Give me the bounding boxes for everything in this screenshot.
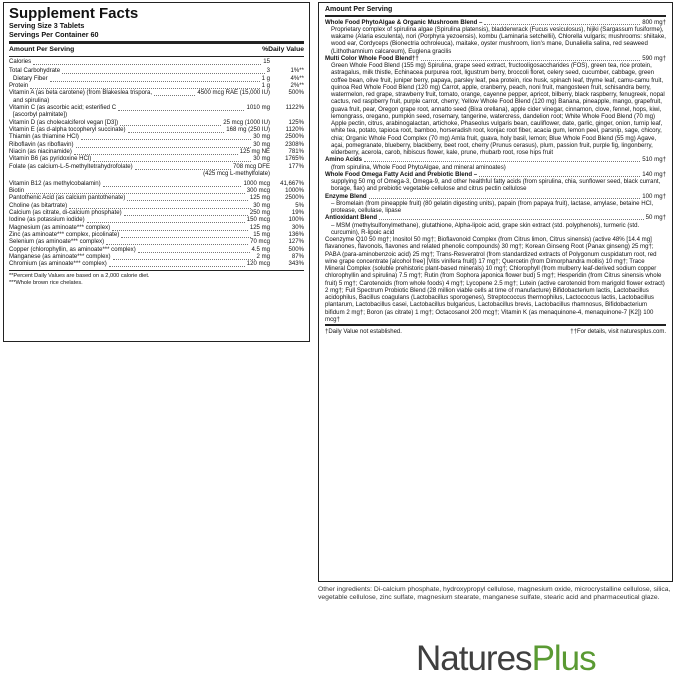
nutrient-row xyxy=(9,239,304,246)
nutrient-daily-value: 2%** xyxy=(290,83,304,90)
nutrient-name-continued: and spirulina) xyxy=(13,97,50,104)
blend-description: Proprietary complex of spirulina algae (Spirulina platensis), bladderwrack (Fucus vesiculosus), hijiki (Sargassum fusiforme), wakame (Alaria esculenta), nori (Porphyra yezoensis), kombu (Laminaria setchellii), Chlorella vulgaris; mushrooms: shiitake, wood ear, Cordyceps (Bionectria ochroleuca), maitake, oyster mushroom, lion's mane, Dunaliella salina, red seaweed (Lithothamnium calcareum), Euglena gracilis xyxy=(331,25,666,55)
nutrient-row xyxy=(9,210,304,217)
blend-description: – MSM (methylsulfonylmethane), glutathione, Alpha-lipoic acid, grape skin extract (std. polyphenols), turmeric (std. curcumin), R-lipoic acid xyxy=(331,221,640,236)
leader-dots xyxy=(135,164,231,170)
footnote: **Percent Daily Values are based on a 2,000 calorie diet. xyxy=(9,273,150,280)
leader-dots xyxy=(93,156,251,162)
nutrient-daily-value: 1000% xyxy=(285,187,304,194)
leader-dots xyxy=(30,83,259,89)
nutrient-daily-value: 30% xyxy=(291,224,304,231)
nutrient-name: Choline (as bitartrate) xyxy=(9,202,68,209)
blend-description: Green Whole Food Blend (155 mg) Spirulina, grape seed extract, fructooligosaccharides (FOS), green tea, rice protein, astragalus, milk thistle, Echinacea purpurea root, ligustrum berry, broccoli floret, celery seed, cucumber, cabbage, green coffee bean, olive fruit, juniper berry, papaya, parsley leaf, pea protein, rice husk, spinach leaf, thyme leaf, camu-camu fruit, quinoa Red Whole Food Blend (120 mg) Carrot, apple, cranberry, peach, noni fruit, mangosteen fruit, schisandra berry, watermelon, red grape, strawberry fruit, tomato, orange, cayenne pepper, apricot, bilberry, black raspberry, fenugreek, nopal cactus, red raspberry fruit, purple carrot, cherry; Yellow Whole Food Blend (120 mg) Banana, pineapple, mango, grapefruit, guava fruit, pear, Oregon grape root, annatto seed (Bixa orellana), apple cider vinegar, cinnamon, clove, fennel, hops, kiwi, lemongrass, oregano, pumpkin seed, rosemary, tangerine, watercress, dandelion root; White Whole Food Blend (70 mg) Apple pectin, citrus, arabinogalactan, artichoke, Phaseolus vulgaris bean, cauliflower, date, garlic, ginger, onion, turnip leaf, white tea, potato, tapioca root, bamboo, horseradish root, konjac root fiber, acacia gum, lemon peel, parsnip, sage, chicory, chia; Organic Whole Food Complex (70 mg) Amla fruit, guava, holy basil, lemon; Blue Whole Food Blend (55 mg) Agave, açai, pomegranate, blueberry, blackberry, beet root, cherry (Prunus cerasus), plum, passion fruit, purple fig, lingonberry, elderberry, acerola, carob, hibiscus flower, kale, prune, rhubarb root, rose hips fruit xyxy=(331,62,665,156)
nutrient-name: Dietary Fiber xyxy=(13,75,48,82)
nutrient-daily-value: 2308% xyxy=(285,141,304,148)
nutrient-daily-value: 4%** xyxy=(290,75,304,82)
nutrient-daily-value: 1%** xyxy=(290,68,304,75)
brand-name-main: Natures xyxy=(416,639,532,678)
leader-dots xyxy=(50,76,260,82)
nutrient-amount: 708 mcg DFE xyxy=(233,163,270,170)
nutrient-row xyxy=(9,76,304,83)
blend-description: Coenzyme Q10 50 mg†; Inositol 50 mg†; Bioflavonoid Complex (from Citrus limon, Citrus sinensis) (active 48% [14.4 mg] flavanones, flavonols, flavones and related phenolic compounds) 30 mg†; Korean Ginseng Root (Panax ginseng) 25 mg†; PABA (para-aminobenzoic acid) 25 mg†; Trans-Resveratrol (from standardized extracts of Polygonum cuspidatum root, red wine grape concentrate [alcohol free] [Vitis vinifera fruit]) 17 mg†; Quercetin (from Dimorphandra mollis) 10 mg†; Trace Mineral Complex (soluble prehistoric plant-based minerals) 10 mg†; Chlorophyll (from mulberry leaf-derived sodium copper chlorophyllin and spirulina) 7.5 mg†; Rutin (from Sophora japonica flower bud) 5 mg†; Hesperidin (from Citrus sinensis whole fruit) 5 mg†; Carotenoids (from whole foods) 4 mg†; Lycopene 2.5 mg†; Lutein (active carotenoid from marigold flower extract) 2 mg†; Full Spectrum Probiotic Blend (28 million viable cells at time of manufacture) Bifidobacterium lactis, Lactobacillus acidophilus, Bacillus coagulans (Lactobacillus sporogenes), Streptococcus thermophilus, Lactococcus lactis, Lactobacillus plantarum, Lactobacillus casei, Lactobacillus bulgaricus, Lactobacillus brevis, Lactobacillus rhamnosus, Bifidobacterium bifidum 2 mg†; Boron (as citrate) 1 mg†; Octacosanol 200 mcg†; Vitamin K (as menaquinone-4, menaquinone-7 [K2]) 100 mcg† xyxy=(325,236,665,323)
footnote-dv-not-established: †Daily Value not established. xyxy=(325,328,402,335)
nutrient-name: Manganese (as aminoate*** complex) xyxy=(9,253,111,260)
blend-name: Multi Color Whole Food Blend†† xyxy=(325,54,419,62)
leader-dots xyxy=(33,59,261,65)
blend-list xyxy=(325,19,666,324)
nutrient-amount: 15 mg xyxy=(253,231,270,238)
nutrient-daily-value: 125% xyxy=(288,119,304,126)
nutrient-row xyxy=(9,142,304,149)
nutrient-daily-value: 127% xyxy=(288,239,304,246)
nutrient-daily-value: 2500% xyxy=(285,134,304,141)
leader-dots xyxy=(113,254,255,260)
nutrient-row xyxy=(9,105,304,112)
leader-dots xyxy=(120,120,221,126)
nutrient-name: Vitamin A (as beta carotene) (from Blakeslea trispora, xyxy=(9,90,153,97)
blend-panel xyxy=(318,2,673,582)
divider-medium xyxy=(325,324,666,326)
nutrient-name: Selenium (as aminoate*** complex) xyxy=(9,239,105,246)
leader-dots xyxy=(127,195,248,201)
leader-dots xyxy=(484,19,640,25)
nutrient-row xyxy=(9,181,304,188)
nutrient-row xyxy=(9,195,304,202)
nutrient-name: Total Carbohydrate xyxy=(9,68,61,75)
blend-heading xyxy=(325,55,666,62)
leader-dots xyxy=(128,127,225,133)
leader-dots xyxy=(121,232,251,238)
divider-medium xyxy=(9,270,304,272)
nutrient-row xyxy=(9,203,304,210)
leader-dots xyxy=(112,225,248,231)
nutrient-daily-value: 41,667% xyxy=(280,180,304,187)
column-header-row xyxy=(9,46,304,55)
nutrient-daily-value: 177% xyxy=(288,163,304,170)
nutrient-daily-value: 781% xyxy=(288,149,304,156)
blend-heading xyxy=(325,156,666,163)
nutrient-row xyxy=(9,261,304,268)
nutrient-daily-value: 343% xyxy=(288,261,304,268)
nutrient-daily-value: 100% xyxy=(288,217,304,224)
nutrient-amount: 3 xyxy=(266,68,270,75)
nutrient-amount: 1000 mcg xyxy=(243,180,270,187)
nutrient-row xyxy=(9,134,304,141)
blend-amount: 50 mg† xyxy=(645,214,666,222)
nutrient-name-continued: [ascorbyl palmitate]) xyxy=(13,112,68,119)
nutrient-name: Calories xyxy=(9,59,32,65)
nutrient-row xyxy=(9,83,304,90)
nutrient-list xyxy=(9,59,304,269)
nutrient-name: Chromium (as aminoate*** complex) xyxy=(9,261,107,268)
nutrient-row xyxy=(9,90,304,97)
nutrient-name: Folate (as calcium-L-5-methyltetrahydrofolate) xyxy=(9,163,133,170)
blend-heading xyxy=(325,19,666,26)
leader-dots xyxy=(379,214,644,220)
nutrient-daily-value: 19% xyxy=(291,209,304,216)
blend-description: (from spirulina, Whole Food PhytoAlgae, and mineral aminoates) xyxy=(331,163,506,171)
nutrient-name: Vitamin C (as ascorbic acid; esterified C xyxy=(9,105,117,112)
amount-per-serving-label: Amount Per Serving xyxy=(9,46,75,53)
blend-name: Amino Acids xyxy=(325,156,363,164)
nutrient-amount: 30 mg xyxy=(253,134,270,141)
nutrient-row xyxy=(9,247,304,254)
nutrient-name: Iodine (as potassium iodide) xyxy=(9,217,85,224)
nutrient-daily-value: 500% xyxy=(288,246,304,253)
leader-dots xyxy=(369,193,641,199)
leader-dots xyxy=(421,55,641,61)
nutrient-name: Niacin (as niacinamide) xyxy=(9,149,72,156)
nutrient-row xyxy=(9,68,304,75)
nutrient-row xyxy=(9,149,304,156)
nutrient-name: Vitamin D (as cholecalciferol vegan [D3]) xyxy=(9,119,119,126)
nutrient-row xyxy=(9,225,304,232)
leader-dots xyxy=(103,181,242,187)
nutrient-row xyxy=(9,164,304,171)
nutrient-name: Thiamin (as thiamine HCl) xyxy=(9,134,79,141)
nutrient-amount: 300 mcg xyxy=(246,187,270,194)
nutrient-row xyxy=(9,254,304,261)
leader-dots xyxy=(124,210,248,216)
nutrient-daily-value: 500% xyxy=(288,90,304,97)
footnote-details: ††For details, visit naturesplus.com. xyxy=(570,328,666,335)
nutrient-amount: 25 mcg (1000 IU) xyxy=(223,119,270,126)
nutrient-row xyxy=(9,188,304,195)
nutrient-name: Zinc (as aminoate*** complex, picolinate) xyxy=(9,231,120,238)
nutrient-row xyxy=(9,217,304,224)
blend-entry xyxy=(325,55,666,157)
blend-amount: 100 mg† xyxy=(642,192,666,200)
blend-amount: 590 mg† xyxy=(642,54,666,62)
leader-dots xyxy=(118,105,244,111)
divider-thick xyxy=(9,41,304,44)
brand-name-plus: Plus xyxy=(531,639,596,678)
divider-medium xyxy=(9,56,304,58)
leader-dots xyxy=(69,203,251,209)
blend-entry xyxy=(325,156,666,171)
blend-amount: 510 mg† xyxy=(642,156,666,164)
nutrient-amount: 125 mg xyxy=(249,224,270,231)
other-ingredients: Other ingredients: Di-calcium phosphate, hydroxypropyl cellulose, magnesium oxide, microcrystalline cellulose, silica, vegetable cellulose, zinc sulfate, magnesium stearate, manganese sulfate, stearic acid and pharmaceutical glaze. xyxy=(318,586,671,602)
nutrient-name: Vitamin E (as d-alpha tocopheryl succinate) xyxy=(9,127,126,134)
nutrient-daily-value: 87% xyxy=(291,253,304,260)
nutrient-row xyxy=(9,156,304,163)
nutrient-daily-value: 2500% xyxy=(285,195,304,202)
nutrient-name: Calcium (as citrate, di-calcium phosphate) xyxy=(9,209,122,216)
nutrient-amount: 250 mg xyxy=(249,209,270,216)
supplement-facts-panel xyxy=(3,2,310,342)
nutrient-daily-value: 1765% xyxy=(285,156,304,163)
divider-medium xyxy=(325,15,666,17)
nutrient-amount: 4500 mcg RAE (15,000 IU) xyxy=(197,90,270,97)
amount-per-serving-header: Amount Per Serving xyxy=(325,6,393,13)
blend-entry xyxy=(325,19,666,55)
nutrient-amount: 70 mcg xyxy=(250,239,270,246)
daily-value-label: %Daily Value xyxy=(262,46,304,53)
nutrient-name: Vitamin B6 (as pyridoxine HCl) xyxy=(9,156,92,163)
nutrient-name: Pantothenic Acid (as calcium pantothenate) xyxy=(9,195,126,202)
blend-heading xyxy=(325,171,666,178)
blend-name: Whole Food PhytoAlgae & Organic Mushroom Blend – xyxy=(325,18,483,26)
nutrient-daily-value: 5% xyxy=(295,202,304,209)
leader-dots xyxy=(479,171,640,177)
nutrient-amount: 30 mg xyxy=(253,156,270,163)
serving-size: Serving Size 3 Tablets xyxy=(9,21,85,30)
nutrient-amount: 120 mcg xyxy=(246,261,270,268)
leader-dots xyxy=(109,261,245,267)
footnotes xyxy=(9,273,304,287)
blend-entry xyxy=(325,171,666,193)
blend-amount: 140 mg† xyxy=(642,170,666,178)
nutrient-name: Biotin xyxy=(9,187,25,194)
blend-entry xyxy=(325,214,666,236)
leader-dots xyxy=(81,134,251,140)
nutrient-name: Vitamin B12 (as methylcobalamin) xyxy=(9,180,101,187)
nutrient-amount: 4.5 mg xyxy=(251,246,270,253)
panel-title: Supplement Facts xyxy=(9,5,139,22)
footnote: ***Whole brown rice chelates. xyxy=(9,280,83,287)
brand-logo xyxy=(416,637,678,681)
nutrient-name: Riboflavin (as riboflavin) xyxy=(9,141,74,148)
nutrient-row xyxy=(9,59,304,66)
nutrient-amount: 1010 mg xyxy=(246,105,270,112)
nutrient-amount: 30 mg xyxy=(253,202,270,209)
brand-wordmark xyxy=(416,639,596,678)
nutrient-amount: 30 mg xyxy=(253,141,270,148)
nutrient-amount: 1 g xyxy=(261,75,270,82)
servings-per-container: Servings Per Container 60 xyxy=(9,29,99,39)
nutrient-amount: 125 mg NE xyxy=(239,149,270,156)
blend-amount: 800 mg† xyxy=(642,18,666,26)
nutrient-daily-value: 1122% xyxy=(285,105,304,112)
nutrient-name: Protein xyxy=(9,83,29,90)
nutrient-amount: 125 mg xyxy=(249,195,270,202)
nutrient-name: Copper (chlorophyllin, as aminoate*** complex) xyxy=(9,246,136,253)
blend-name: Whole Food Omega Fatty Acid and Prebiotic Blend – xyxy=(325,170,478,178)
leader-dots xyxy=(76,142,252,148)
leader-dots xyxy=(26,188,245,194)
leader-dots xyxy=(138,247,250,253)
nutrient-amount: 168 mg (250 IU) xyxy=(226,127,270,134)
leader-dots xyxy=(364,156,640,162)
leader-dots xyxy=(87,217,245,223)
nutrient-amount: 1 g xyxy=(261,83,270,90)
blend-description: supplying 50 mg of Omega-3, Omega-9, and other healthful fatty acids (from spirulina, chia, sunflower seed, black currant, borage, flax) and prebiotic vegetable cellulose and citrus pectin cellulose xyxy=(331,178,661,193)
nutrient-daily-value: 1120% xyxy=(285,127,304,134)
nutrient-amount: 2 mg xyxy=(256,253,270,260)
blend-heading xyxy=(325,193,666,200)
nutrient-row xyxy=(9,127,304,134)
nutrient-name: Magnesium (as aminoate*** complex) xyxy=(9,224,111,231)
blend-entry xyxy=(325,193,666,215)
blend-description: – Bromelain (from pineapple fruit) (80 gelatin digesting units), papain (from papaya fruit), lactase, amylase, betaine HCl, protease, cellulase, lipase xyxy=(331,199,654,214)
blend-entry xyxy=(325,236,666,323)
nutrient-row xyxy=(9,232,304,239)
nutrient-amount: 15 xyxy=(263,59,270,65)
leader-dots xyxy=(74,149,238,155)
leader-dots xyxy=(62,68,265,74)
leader-dots xyxy=(154,90,195,96)
nutrient-row xyxy=(9,120,304,127)
nutrient-amount: 150 mcg xyxy=(246,217,270,224)
leader-dots xyxy=(106,239,248,245)
blend-name: Antioxidant Blend xyxy=(325,214,378,222)
blend-footnotes xyxy=(325,328,666,336)
blend-heading xyxy=(325,214,666,221)
nutrient-daily-value: 136% xyxy=(288,231,304,238)
blend-name: Enzyme Blend xyxy=(325,192,367,200)
nutrient-amount-continued: (425 mcg L-methylfolate) xyxy=(203,171,270,178)
